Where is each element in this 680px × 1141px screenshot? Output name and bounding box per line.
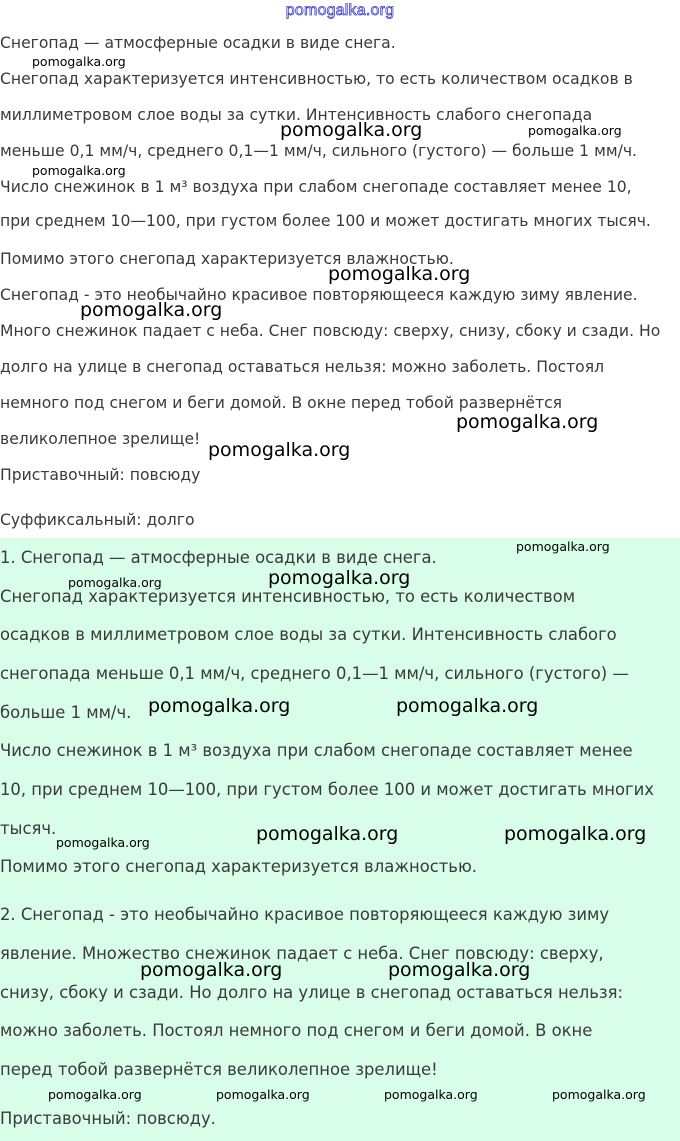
text-line: Снегопад характеризуется интенсивностью, то есть количеством осадков в <box>0 70 633 88</box>
text-line: Помимо этого снегопад характеризуется влажностью. <box>0 857 477 876</box>
text-line: меньше 0,1 мм/ч, среднего 0,1—1 мм/ч, сильного (густого) — больше 1 мм/ч. <box>0 142 638 160</box>
text-line: долго на улице в снегопад оставаться нельзя: можно заболеть. Постоял <box>0 358 605 376</box>
watermark: pomogalka.org <box>32 163 126 178</box>
watermark: pomogalka.org <box>216 1087 310 1102</box>
text-line: Приставочный: повсюду. <box>0 1109 216 1128</box>
text-line: 1. Снегопад — атмосферные осадки в виде снега. <box>0 548 437 567</box>
text-line: тысяч. <box>0 819 57 838</box>
text-line: великолепное зрелище! <box>0 430 201 448</box>
watermark: pomogalka.org <box>268 567 411 589</box>
text-line: явление. Множество снежинок падает с неба. Снег повсюду: сверху, <box>0 944 604 963</box>
watermark: pomogalka.org <box>528 123 622 138</box>
watermark: pomogalka.org <box>384 1087 478 1102</box>
watermark: pomogalka.org <box>208 439 351 461</box>
text-line: при среднем 10—100, при густом более 100 и может достигать многих тысяч. <box>0 212 651 230</box>
watermark: pomogalka.org <box>388 959 531 981</box>
text-line: перед тобой развернётся великолепное зрелище! <box>0 1060 438 1079</box>
text-line: Приставочный: повсюду <box>0 466 201 484</box>
watermark: pomogalka.org <box>552 1087 646 1102</box>
watermark: pomogalka.org <box>516 539 610 554</box>
watermark: pomogalka.org <box>56 835 150 850</box>
watermark: pomogalka.org <box>456 411 599 433</box>
watermark: pomogalka.org <box>68 575 162 590</box>
text-line: 10, при среднем 10—100, при густом более 100 и может достигать многих <box>0 780 654 799</box>
text-line: немного под снегом и беги домой. В окне перед тобой развернётся <box>0 394 563 412</box>
text-line: Суффиксальный: долго <box>0 511 195 529</box>
watermark: pomogalka.org <box>148 695 291 717</box>
watermark: pomogalka.org <box>396 695 539 717</box>
watermark: pomogalka.org <box>48 1087 142 1102</box>
text-line: миллиметровом слое воды за сутки. Интенсивность слабого снегопада <box>0 106 593 124</box>
text-line: осадков в миллиметровом слое воды за сутки. Интенсивность слабого <box>0 625 617 644</box>
text-line: Число снежинок в 1 м³ воздуха при слабом снегопаде составляет менее <box>0 741 633 760</box>
text-line: можно заболеть. Постоял немного под снегом и беги домой. В окне <box>0 1021 593 1040</box>
text-line: Снегопад - это необычайно красивое повторяющееся каждую зиму явление. <box>0 286 638 304</box>
text-line: Снегопад характеризуется интенсивностью, то есть количеством <box>0 587 576 606</box>
text-line: 2. Снегопад - это необычайно красивое повторяющееся каждую зиму <box>0 905 610 924</box>
watermark: pomogalka.org <box>80 299 223 321</box>
text-line: больше 1 мм/ч. <box>0 703 132 722</box>
site-header-link[interactable]: pomogalka.org <box>285 2 395 19</box>
text-line: Число снежинок в 1 м³ воздуха при слабом снегопаде составляет менее 10, <box>0 178 632 196</box>
text-line: Помимо этого снегопад характеризуется влажностью. <box>0 250 454 268</box>
watermark: pomogalka.org <box>280 119 423 141</box>
watermark: pomogalka.org <box>504 823 647 845</box>
text-line: снизу, сбоку и сзади. Но долго на улице в снегопад оставаться нельзя: <box>0 983 623 1002</box>
watermark: pomogalka.org <box>256 823 399 845</box>
watermark: pomogalka.org <box>328 263 471 285</box>
watermark: pomogalka.org <box>32 54 126 69</box>
text-line: снегопада меньше 0,1 мм/ч, среднего 0,1—1 мм/ч, сильного (густого) — <box>0 664 629 683</box>
text-line: Много снежинок падает с неба. Снег повсюду: сверху, снизу, сбоку и сзади. Но <box>0 322 661 340</box>
watermark: pomogalka.org <box>140 959 283 981</box>
text-line: Снегопад — атмосферные осадки в виде снега. <box>0 34 396 52</box>
